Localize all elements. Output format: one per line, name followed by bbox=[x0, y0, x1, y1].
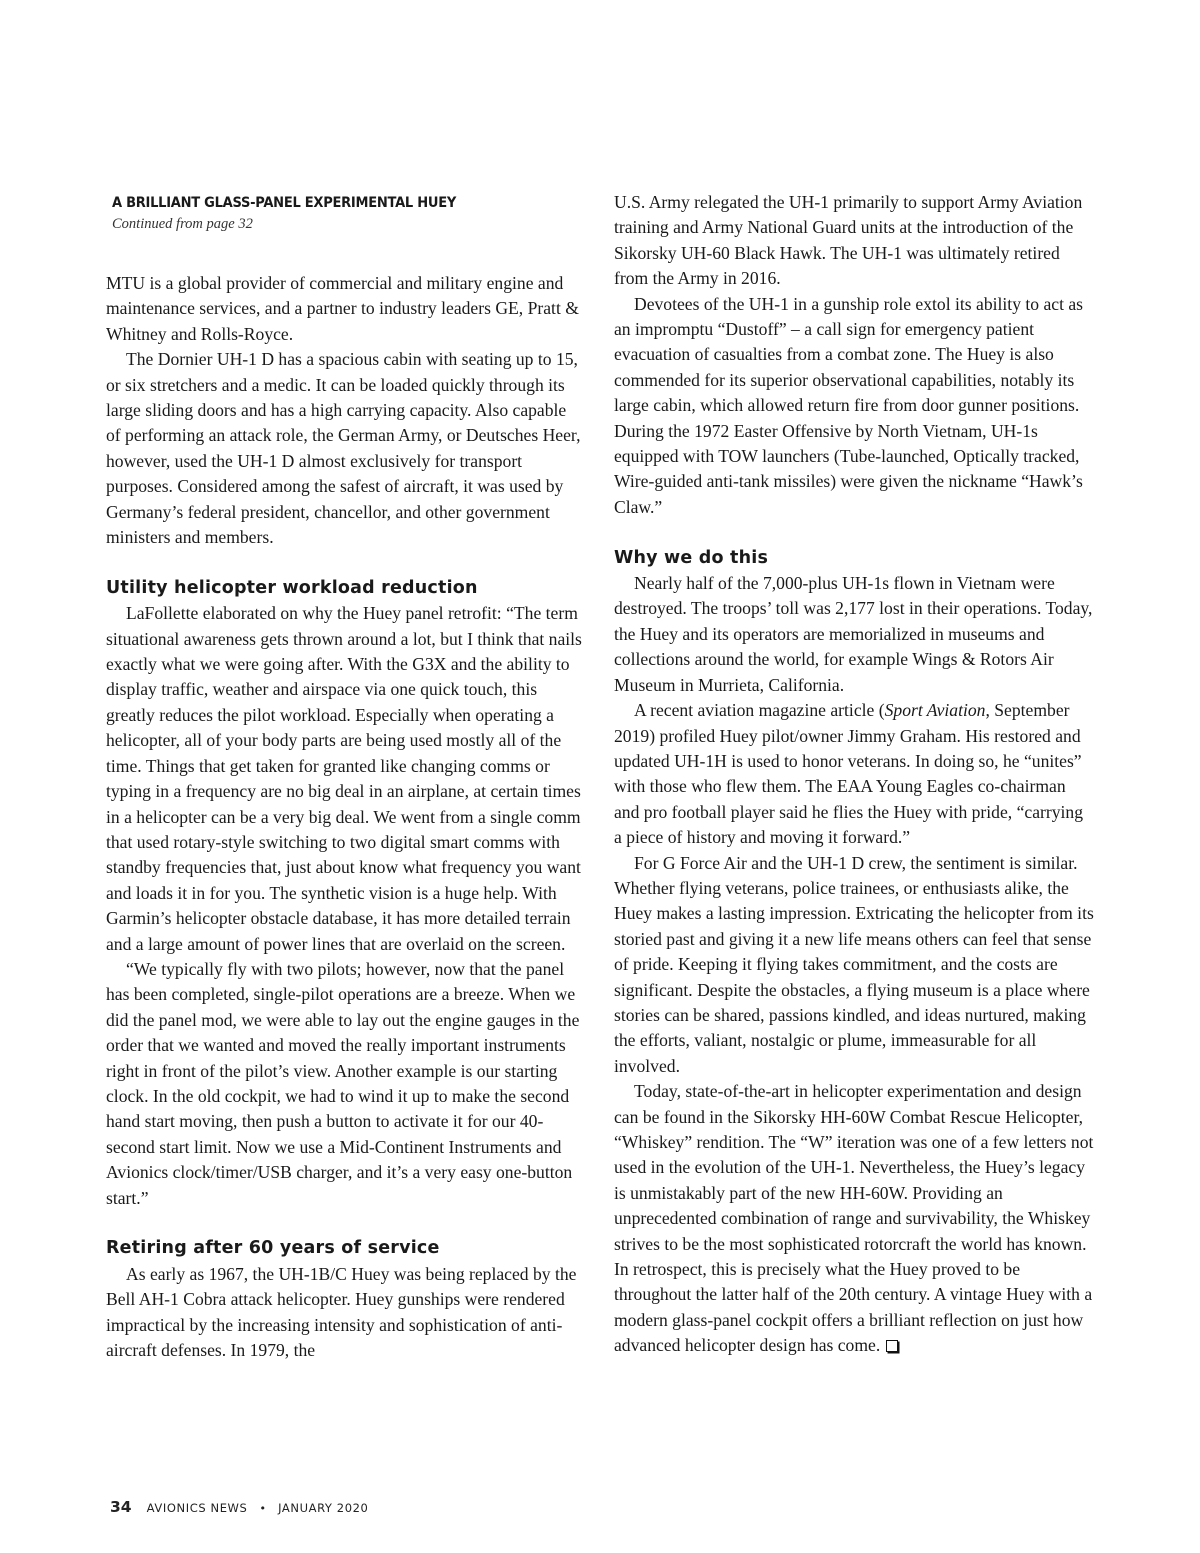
paragraph: Devotees of the UH-1 in a gunship role extol its ability to act as an impromptu “Dustoff” – a call sign for emergency patient evacuation of casualties from a combat zone. The Huey is also commended for its superior observational capabilities, notably its large cabin, which allowed return fire from door gunner positions. During the 1972 Easter Offensive by North Vietnam, UH-1s equipped with TOW launchers (Tube-launched, Optically tracked, Wire-guided anti-tank missiles) were given the nickname “Hawk’s Claw.” bbox=[614, 293, 1084, 517]
section-heading: Retiring after 60 years of service bbox=[106, 1238, 440, 1259]
paragraph: As early as 1967, the UH-1B/C Huey was being replaced by the Bell AH-1 Cobra attack helicopter. Huey gunships were rendered impractical by the increasing intensity and sophistication of anti-aircraft defenses. In 1979, the bbox=[106, 1263, 577, 1361]
magazine-title: Sport Aviation bbox=[884, 700, 986, 721]
continued-note: Continued from page 32 bbox=[112, 216, 253, 232]
left-column bbox=[106, 271, 584, 1363]
issue-date: JANUARY 2020 bbox=[278, 1501, 369, 1515]
text-run: A recent aviation magazine article ( bbox=[634, 700, 885, 721]
section-heading: Why we do this bbox=[614, 547, 769, 568]
page-footer bbox=[110, 1497, 368, 1516]
paragraph: LaFollette elaborated on why the Huey panel retrofit: “The term situational awareness gets thrown around a lot, but I think that nails exactly what we were going after. With the G3X and the ability to display traffic, weather and airspace via one quick touch, this greatly reduces the pilot workload. Especially when operating a helicopter, all of your body parts are being used mostly all of the time. Things that get taken for granted like changing comms or typing in a frequency are no big deal in an airplane, at certain times in a helicopter can be a very big deal. We went from a single comm that used rotary-style switching to two digital smart comms with standby frequencies that, just about know what frequency you want and loads it in for you. The synthetic vision is a huge help. With Garmin’s helicopter obstacle database, it has more detailed terrain and a large amount of power lines that are overlaid on the screen. bbox=[106, 603, 582, 954]
page-number: 34 bbox=[110, 1498, 132, 1516]
paragraph bbox=[614, 698, 1094, 850]
end-mark-icon bbox=[886, 1340, 898, 1352]
paragraph: MTU is a global provider of commercial and military engine and maintenance services, and a partner to industry leaders GE, Pratt & Whitney and Rolls-Royce. bbox=[106, 273, 579, 344]
text-run: Today, state-of-the-art in helicopter experimentation and design can be found in the Sikorsky HH-60W Combat Rescue Helicopter, “Whiskey” rendition. The “W” iteration was one of a few letters not used in the evolution of the UH-1. Nevertheless, the Huey’s legacy is unmistakably part of the new HH-60W. Providing an unprecedented combination of range and survivability, the Whiskey strives to be the most sophisticated rotorcraft the world has known. In retrospect, this is precisely what the Huey proved to be throughout the latter half of the 20th century. A vintage Huey with a modern glass-panel cockpit offers a brilliant reflection on just how advanced helicopter design has come. bbox=[614, 1081, 1094, 1356]
paragraph: The Dornier UH-1 D has a spacious cabin with seating up to 15, or six stretchers and a medic. It can be loaded quickly through its large sliding doors and has a high carrying capacity. Also capable of performing an attack role, the German Army, or Deutsches Heer, however, used the UH-1 D almost exclusively for transport purposes. Considered among the safest of aircraft, it was used by Germany’s federal president, chancellor, and other government ministers and members. bbox=[106, 349, 581, 548]
text-run: , September 2019) profiled Huey pilot/owner Jimmy Graham. His restored and updated UH-1H is used to honor veterans. In doing so, he “unites” with those who flew them. The EAA Young Eagles co-chairman and pro football player said he flies the Huey with pride, “carrying a piece of history and moving it forward.” bbox=[614, 700, 1084, 848]
paragraph: U.S. Army relegated the UH-1 primarily to support Army Aviation training and Army National Guard units at the introduction of the Sikorsky UH-60 Black Hawk. The UH-1 was ultimately retired from the Army in 2016. bbox=[614, 192, 1083, 289]
right-column bbox=[614, 190, 1094, 1359]
footer-separator: • bbox=[259, 1502, 267, 1515]
paragraph bbox=[614, 1079, 1094, 1358]
paragraph: “We typically fly with two pilots; however, now that the panel has been completed, single-pilot operations are a breeze. When we did the panel mod, we were able to lay out the engine gauges in the order that we wanted and moved the really important instruments right in front of the pilot’s view. Another example is our starting clock. In the old cockpit, we had to wind it up to make the second hand start moving, then push a button to activate it for our 40-second start limit. Now we use a Mid-Continent Instruments and Avionics clock/timer/USB charger, and it’s a very easy one-button start.” bbox=[106, 958, 580, 1208]
section-heading: Utility helicopter workload reduction bbox=[106, 577, 478, 598]
paragraph: Nearly half of the 7,000-plus UH-1s flown in Vietnam were destroyed. The troops’ toll was 2,177 lost in their operations. Today, the Huey and its operators are memorialized in museums and collections around the world, for example Wings & Rotors Air Museum in Murrieta, California. bbox=[614, 573, 1093, 695]
publication-name: AVIONICS NEWS bbox=[146, 1501, 248, 1515]
article-kicker: A BRILLIANT GLASS-PANEL EXPERIMENTAL HUEY bbox=[112, 195, 457, 211]
paragraph: For G Force Air and the UH-1 D crew, the sentiment is similar. Whether flying veterans, police trainees, or enthusiasts alike, the Huey makes a lasting impression. Extricating the helicopter from its storied past and giving it a new life means others can feel that sense of pride. Keeping it flying takes commitment, and the costs are significant. Despite the obstacles, a flying museum is a place where stories can be shared, passions kindled, and ideas nurtured, making the efforts, valiant, nostalgic or plume, immeasurable for all involved. bbox=[614, 852, 1094, 1076]
